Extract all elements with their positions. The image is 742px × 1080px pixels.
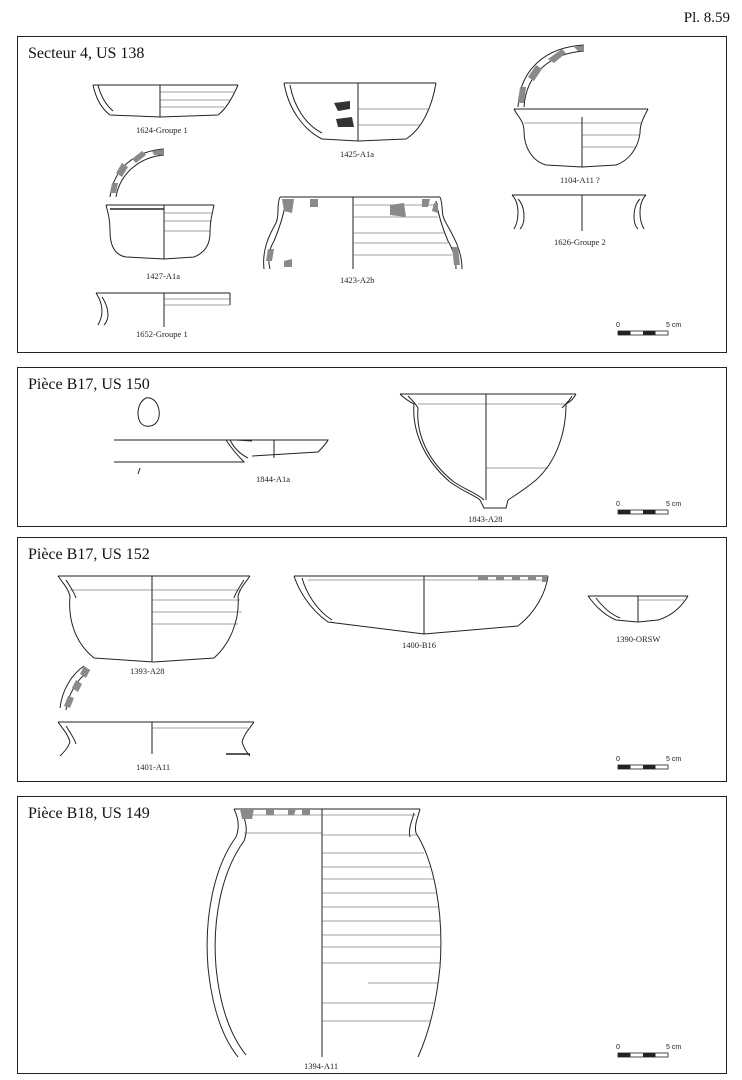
- scale-label-start: 0: [616, 1044, 620, 1051]
- panel-title: Pièce B18, US 149: [28, 805, 150, 822]
- panel-drawings: [18, 797, 726, 1073]
- scale-label-end: 5 cm: [666, 756, 682, 763]
- vessel-label-1425: 1425-A1a: [340, 149, 374, 159]
- scale-bar: [616, 756, 681, 769]
- vessel-label-1390: 1390-ORSW: [616, 634, 661, 644]
- panel-title: Pièce B17, US 150: [28, 376, 150, 393]
- vessel-drawing-1626: [512, 195, 646, 231]
- panel-title: Pièce B17, US 152: [28, 546, 150, 563]
- vessel-label-1104: 1104-A11 ?: [560, 175, 600, 185]
- vessel-label-1427: 1427-A1a: [146, 271, 180, 281]
- vessel-drawing-1844: [114, 398, 328, 474]
- panel-secteur-4-us-138: [17, 36, 727, 353]
- vessel-drawing-1400: [294, 576, 548, 634]
- vessel-label-1626: 1626-Groupe 2: [554, 237, 606, 247]
- vessel-drawing-1652: [96, 293, 230, 327]
- vessel-drawing-1401: [58, 666, 254, 756]
- vessel-drawing-1390: [588, 596, 688, 622]
- vessel-drawing-1427: [106, 149, 214, 259]
- scale-bar: [616, 322, 681, 335]
- scale-label-start: 0: [616, 322, 620, 329]
- vessel-label-1423: 1423-A2b: [340, 275, 375, 285]
- panel-piece-b18-us-149: [17, 796, 727, 1074]
- vessel-drawing-1423: [264, 197, 462, 269]
- vessel-label-1401: 1401-A11: [136, 762, 171, 772]
- vessel-drawing-1624: [93, 85, 238, 117]
- vessel-drawing-1104: [514, 45, 648, 167]
- scale-bar: [616, 1044, 681, 1057]
- vessel-drawing-1843: [400, 394, 576, 508]
- panel-drawings: [18, 368, 726, 526]
- scale-label-start: 0: [616, 501, 620, 508]
- vessel-label-1844: 1844-A1a: [256, 474, 290, 484]
- panel-drawings: [18, 37, 726, 352]
- scale-label-end: 5 cm: [666, 501, 682, 508]
- vessel-drawing-1425: [284, 83, 436, 141]
- panel-title: Secteur 4, US 138: [28, 45, 145, 62]
- vessel-label-1624: 1624-Groupe 1: [136, 125, 188, 135]
- panel-piece-b17-us-152: [17, 537, 727, 782]
- vessel-drawing-1394: [207, 809, 441, 1057]
- scale-label-end: 5 cm: [666, 322, 682, 329]
- vessel-label-1394: 1394-A11: [304, 1061, 339, 1071]
- scale-label-start: 0: [616, 756, 620, 763]
- vessel-drawing-1393: [58, 576, 250, 662]
- plate-number: Pl. 8.59: [683, 10, 730, 26]
- vessel-label-1393: 1393-A28: [130, 666, 165, 676]
- vessel-label-1400: 1400-B16: [402, 640, 436, 650]
- scale-label-end: 5 cm: [666, 1044, 682, 1051]
- panel-piece-b17-us-150: [17, 367, 727, 527]
- panel-drawings: [18, 538, 726, 781]
- vessel-label-1652: 1652-Groupe 1: [136, 329, 188, 339]
- vessel-label-1843: 1843-A28: [468, 514, 503, 524]
- scale-bar: [616, 501, 681, 514]
